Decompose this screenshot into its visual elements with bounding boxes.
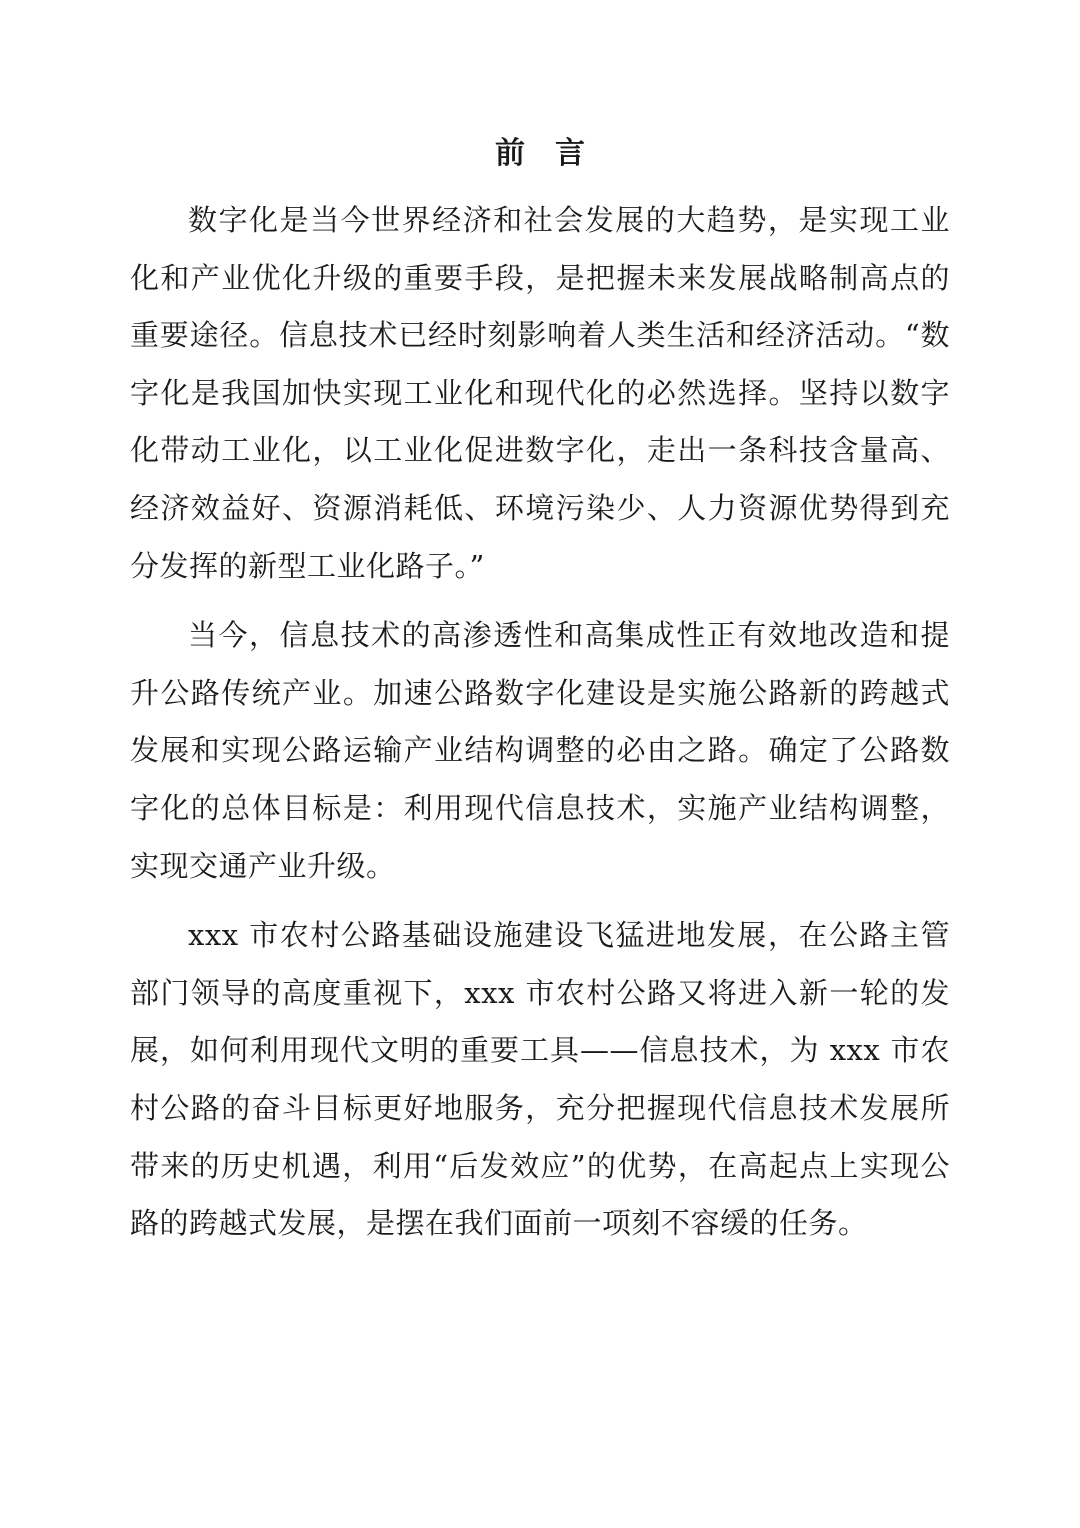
paragraph-3: xxx 市农村公路基础设施建设飞猛进地发展，在公路主管部门领导的高度重视下，xxx 市农村公路又将进入新一轮的发展，如何利用现代文明的重要工具——信息技术，为 xxx 市农村公路的奋斗目标更好地服务，充分把握现代信息技术发展所带来的历史机遇，利用“后发效应”的优势，在高起点上实现公路的跨越式发展，是摆在我们面前一项刻不容缓的任务。 bbox=[130, 918, 950, 1241]
page-title: 前言 bbox=[495, 136, 615, 171]
paragraph-1: 数字化是当今世界经济和社会发展的大趋势，是实现工业化和产业优化升级的重要手段，是把握未来发展战略制高点的重要途径。信息技术已经时刻影响着人类生活和经济活动。“数字化是我国加快实现工业化和现代化的必然选择。坚持以数字化带动工业化，以工业化促进数字化，走出一条科技含量高、经济效益好、资源消耗低、环境污染少、人力资源优势得到充分发挥的新型工业化路子。” bbox=[130, 203, 950, 583]
paragraph-2: 当今，信息技术的高渗透性和高集成性正有效地改造和提升公路传统产业。加速公路数字化建设是实施公路新的跨越式发展和实现公路运输产业结构调整的必由之路。确定了公路数字化的总体目标是：利用现代信息技术，实施产业结构调整，实现交通产业升级。 bbox=[130, 618, 950, 883]
body-text bbox=[130, 192, 950, 1253]
